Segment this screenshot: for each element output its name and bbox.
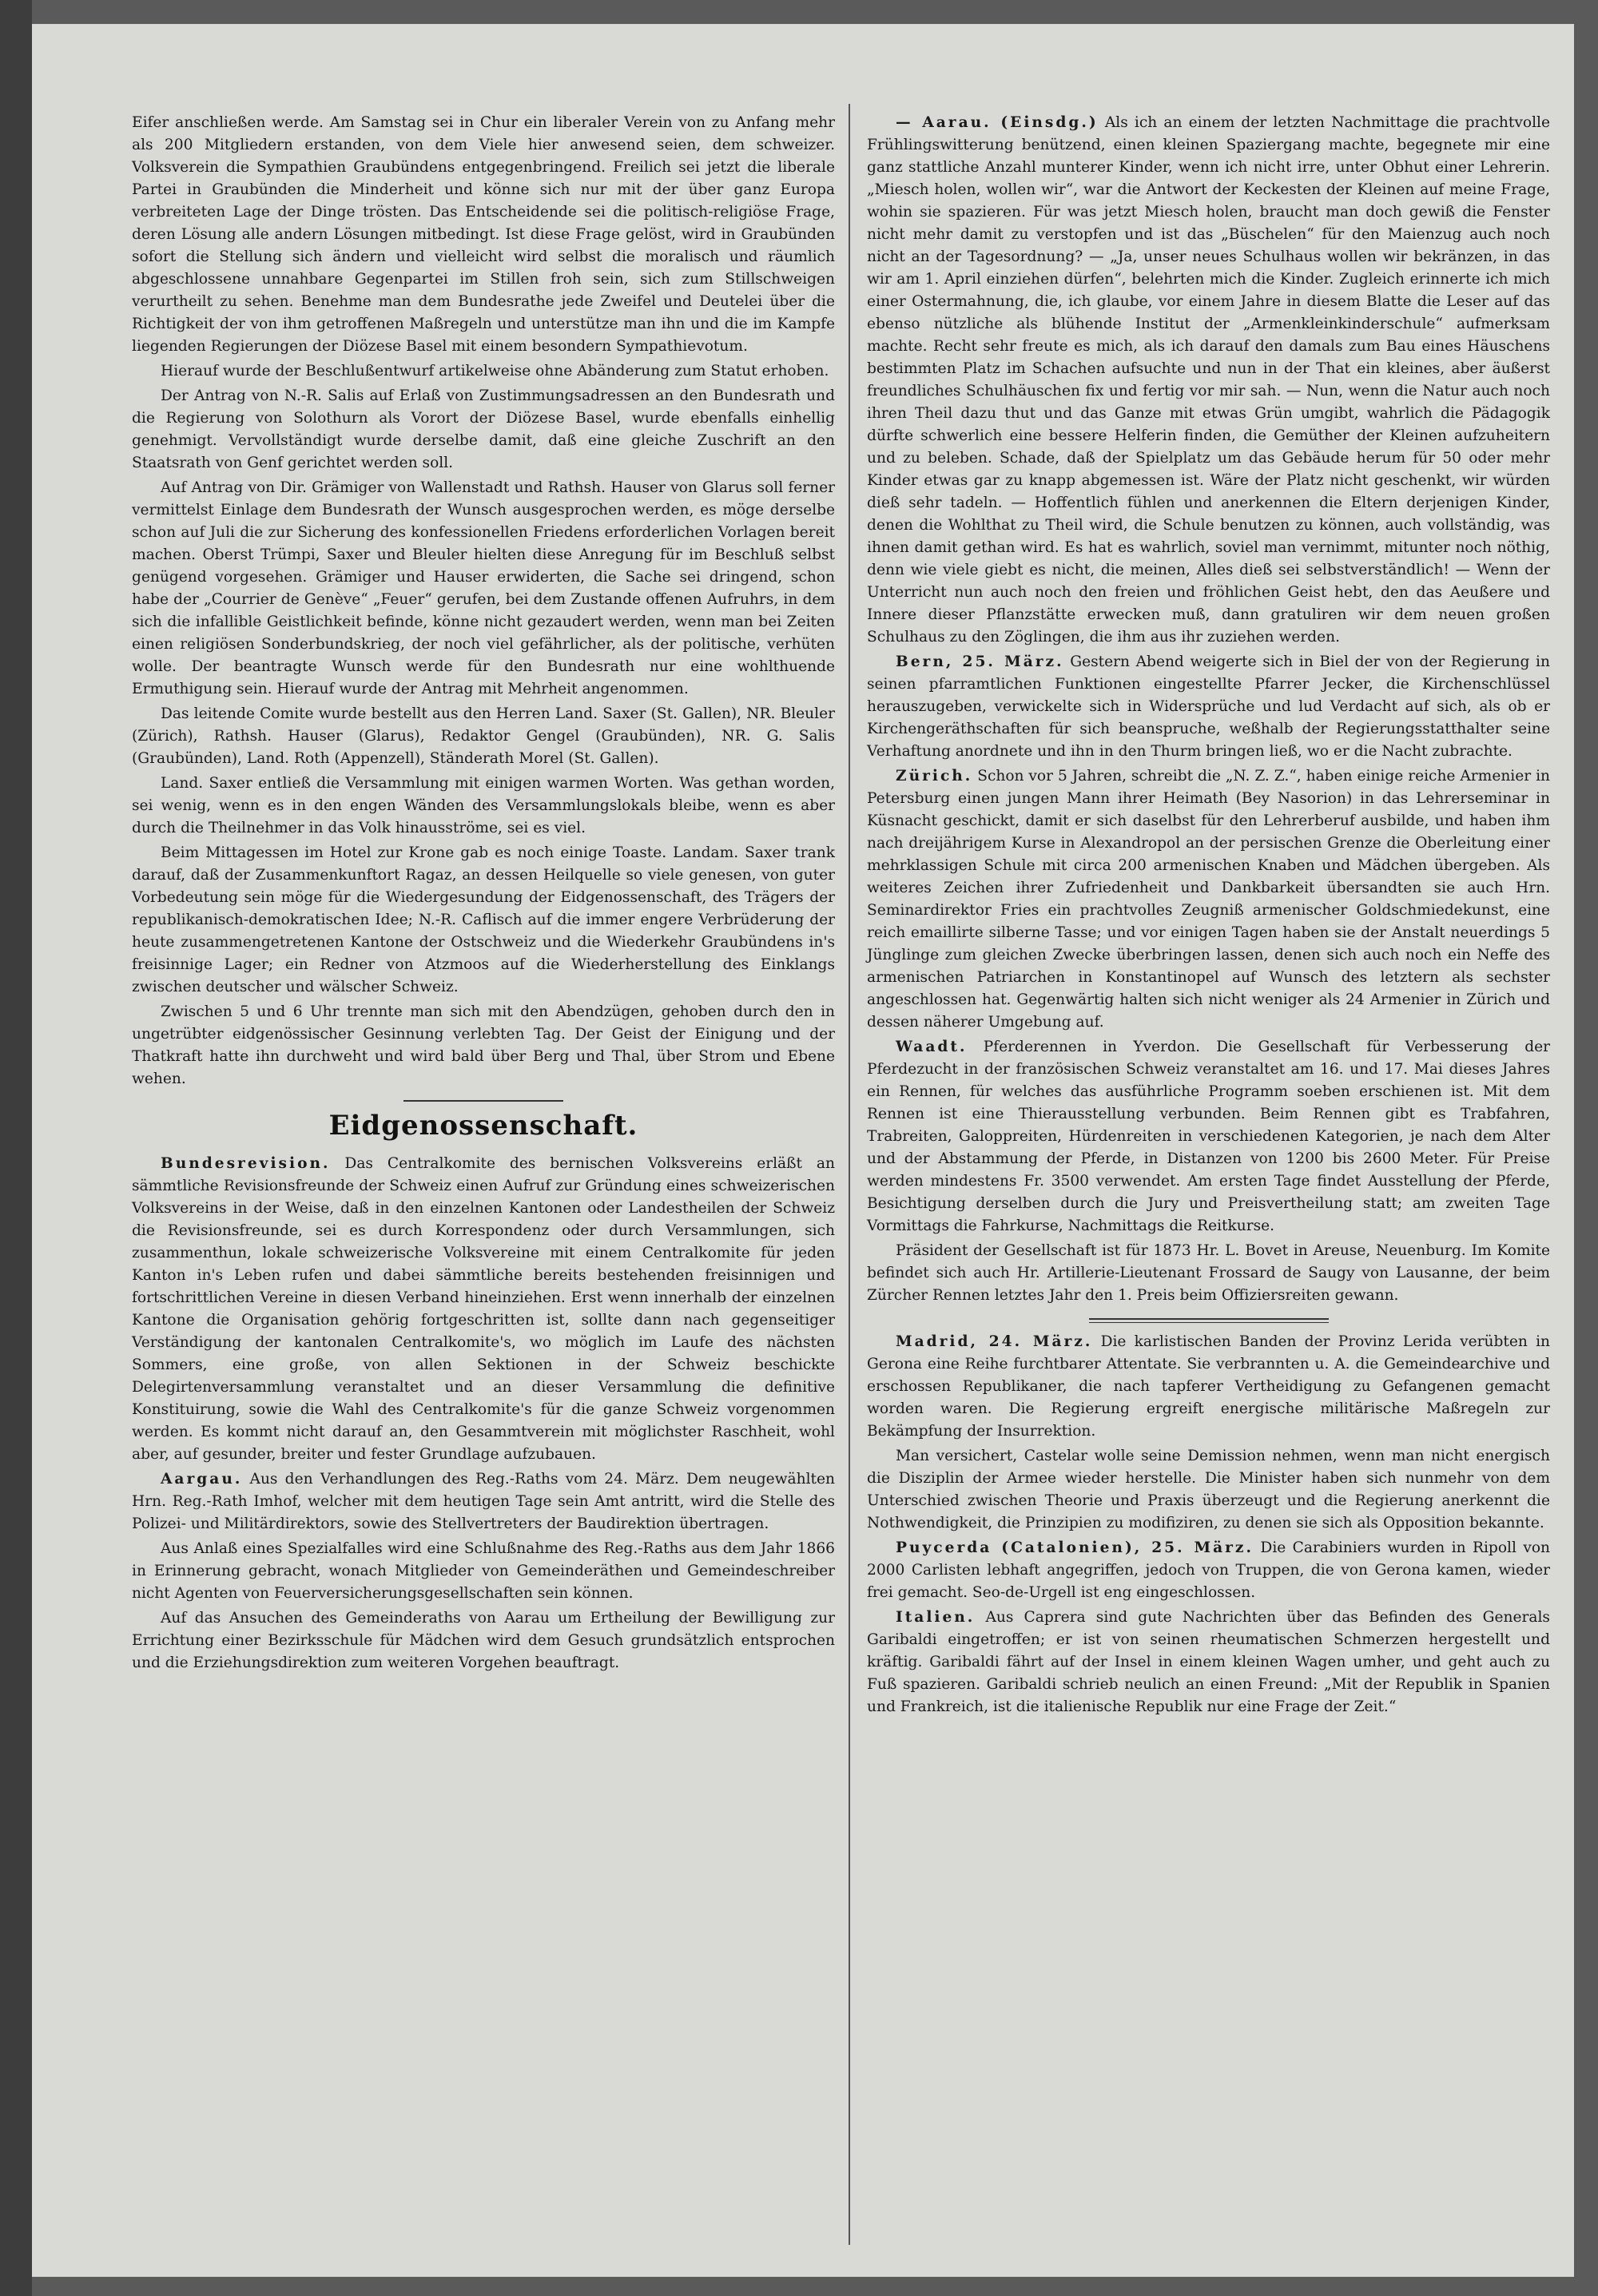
- article: [867, 112, 1550, 649]
- scan-margin: [0, 0, 32, 2296]
- article: [132, 1153, 835, 1466]
- left-column: [132, 112, 835, 1677]
- section-heading: Eidgenossenschaft.: [328, 1110, 638, 1142]
- paragraph: Das leitende Comite wurde bestellt aus den Herren Land. Saxer (St. Gallen), NR. Bleuler (Zürich), Rathsh. Hauser (Glarus), Redaktor Gengel (Graubünden), NR. G. Salis (Graubünden), Land. Roth (Appenzell), Ständerath Morel (St. Gallen).: [132, 705, 835, 767]
- dateline: Madrid, 24. März.: [896, 1333, 1093, 1350]
- article-text: Die karlistischen Banden der Provinz Lerida verübten in Gerona eine Reihe furchtbarer Attentate. Sie verbrannten u. A. die Gemeindearchive und erschossen Republikaner, die nach tapferer Vertheidigung zu Gefangenen gemacht worden waren. Die Regierung ergreift energische militärische Maßregeln zur Bekämpfung der Insurrektion.: [867, 1333, 1550, 1440]
- article-text: Als ich an einem der letzten Nachmittage die prachtvolle Frühlingswitterung benützend, einen kleinen Spaziergang machte, begegnete mir eine ganz stattliche Anzahl munterer Kinder, wenn ich nicht irre, unter Obhut einer Lehrerin. „Miesch holen, wollen wir“, war die Antwort der Keckesten der Kleinen auf meine Frage, wohin sie spazieren. Für was jetzt Miesch holen, braucht man doch gewiß die Fenster nicht mehr damit zu verstopfen und ist das „Büschelen“ für den Maienzug auch noch nicht an der Tagesordnung? — „Ja, unser neues Schulhaus wollen wir bekränzen, in das wir am 1. April einziehen dürfen“, belehrten mich die Kinder. Zugleich erinnerte ich mich einer Ostermahnung, die, ich glaube, vor einem Jahre in diesem Blatte die Leser auf das ebenso nützliche als blühende Institut der „Armenkleinkinderschule“ aufmerksam machte. Recht sehr freute es mich, als ich darauf den damals zum Bau eines Häuschens bestimmten Platz im Schachen aufsuchte und nun in der That ein kleines, aber äußerst freundliches Schulhäuschen fix und fertig vor mir sah. — Nun, wenn die Natur auch noch ihren Theil dazu thut und das Ganze mit etwas Grün umgibt, wahrlich die Pädagogik dürfte schwerlich eine bessere Helferin finden, die Gemüther der Kleinen aufzuheitern und zu beleben. Schade, daß der Spielplatz um das Gebäude herum für 50 oder mehr Kinder etwas gar zu knapp abgemessen ist. Wäre der Platz nicht geschenkt, wir würden dieß sehr tadeln. — Hoffentlich fühlen und anerkennen die Eltern derjenigen Kinder, denen die Wohlthat zu Theil wird, die Schule benutzen zu können, auch vollständig, was ihnen damit gethan wird. Es hat es wahrlich, soviel man vernimmt, mitunter noch nöthig, denn wie viele giebt es nicht, die meinen, Alles dieß sei selbstverständlich! — Wenn der Unterricht nun auch noch den freien und fröhlichen Geist hebt, den das Aeußere und Innere dieser Pflanzstätte erwecken muß, dann gratuliren wir dem neuen großen Schulhaus zu den Zöglingen, die ihm aus ihr zuziehen werden.: [867, 114, 1550, 646]
- dateline: Zürich.: [896, 768, 973, 785]
- paragraph: Auf das Ansuchen des Gemeinderaths von Aarau um Ertheilung der Bewilligung zur Errichtung einer Bezirksschule für Mädchen wird dem Gesuch grundsätzlich entsprochen und die Erziehungsdirektion zum weiteren Vorgehen beauftragt.: [132, 1610, 835, 1671]
- paragraph: Hierauf wurde der Beschlußentwurf artikelweise ohne Abänderung zum Statut erhoben.: [161, 363, 829, 379]
- paragraph: Man versichert, Castelar wolle seine Demission nehmen, wenn man nicht energisch die Disziplin der Armee wieder herstelle. Die Minister haben sich nunmehr von dem Unterschied zwischen Theorie und Praxis überzeugt und die Regierung anerkennt die Nothwendigkeit, die Prinzipien zu modifiziren, zu denen sie sich als Opposition bekannte.: [867, 1448, 1550, 1531]
- article: [867, 1036, 1550, 1237]
- article-text: Das Centralkomite des bernischen Volksvereins erläßt an sämmtliche Revisionsfreunde der Schweiz einen Aufruf zur Gründung eines schweizerischen Volksvereins in der Weise, daß in den einzelnen Kantonen oder Landestheilen der Schweiz die Revisionsfreunde, sei es durch Korrespondenz oder durch Versammlungen, sich zusammenthun, lokale schweizerische Volksvereine mit einem Centralkomite für jeden Kanton in's Leben rufen und dabei sämmtliche bereits bestehenden freisinnigen und fortschrittlichen Vereine in diesen Verband hineinziehen. Erst wenn innerhalb der einzelnen Kantone die Organisation gehörig fortgeschritten ist, sollte dann nach gegenseitiger Verständigung der kantonalen Centralkomite's, wo möglich im Laufe des nächsten Sommers, eine große, von allen Sektionen in der Schweiz beschickte Delegirtenversammlung veranstaltet und an dieser Versammlung die definitive Konstituirung, sowie die Wahl des Centralkomite's für die ganze Schweiz vorgenommen werden. Es kommt nicht darauf an, den Gesammtverein mit möglichster Raschheit, wohl aber, auf gesunder, breiter und fester Grundlage aufzubauen.: [132, 1155, 835, 1463]
- article-text: Die Carabiniers wurden in Ripoll von 2000 Carlisten lebhaft angegriffen, jedoch von Truppen, die von Gerona kamen, wieder frei gemacht. Seo-de-Urgell ist eng eingeschlossen.: [867, 1539, 1550, 1601]
- paragraph: Eifer anschließen werde. Am Samstag sei in Chur ein liberaler Verein von zu Anfang mehr als 200 Mitgliedern erstanden, von dem Viele hier anwesend seien, dem schweizer. Volksverein die Sympathien Graubündens entgegenbringend. Freilich sei jetzt die liberale Partei in Graubünden die Minderheit und könne sich nur mit der über ganz Europa verbreiteten Lage der Dinge trösten. Das Entscheidende sei die politisch-religiöse Frage, deren Lösung alle andern Lösungen mitbedingt. Ist diese Frage gelöst, wird in Graubünden sofort die Stellung sich ändern und vielleicht wird selbst die moralisch und räumlich abgeschlossene unnahbare Gegenpartei im Stillen froh sein, sich zum Stillschweigen verurtheilt zu sehen. Benehme man dem Bundesrathe jede Zweifel und Deutelei über die Richtigkeit der von ihm getroffenen Maßregeln und unterstütze man ihn und die im Kampfe liegenden Regierungen der Diözese Basel mit einem besondern Sympathievotum.: [132, 114, 835, 355]
- article-text: Schon vor 5 Jahren, schreibt die „N. Z. Z.“, haben einige reiche Armenier in Petersburg einen jungen Mann ihrer Heimath (Bey Nasorion) in das Lehrerseminar in Küsnacht geschickt, damit er sich daselbst für den Lehrerberuf ausbilde, und haben ihm nach dreijährigem Kurse in Alexandropol an der persischen Grenze die Oberleitung einer mehrklassigen Schule mit circa 200 armenischen Knaben und Mädchen übergeben. Als weiteres Zeichen ihrer Zufriedenheit und Dankbarkeit übersandten sie auch Hrn. Seminardirektor Fries ein prachtvolles Zeugniß armenischer Goldschmiedekunst, eine reich emaillirte silberne Tasse; und vor einigen Tagen haben sie der Anstalt neuerdings 5 Jünglinge zum gleichen Zwecke überbringen lassen, denen sich auch noch ein Neffe des armenischen Patriarchen in Konstantinopel auf Wunsch des letztern als sechster angeschlossen hat. Gegenwärtig halten sich nicht weniger als 24 Armenier in Zürich und dessen näherer Umgebung auf.: [867, 768, 1550, 1031]
- newspaper-page: [32, 24, 1574, 2277]
- dateline: Waadt.: [896, 1039, 968, 1055]
- article: [867, 1537, 1550, 1604]
- article: [867, 1331, 1550, 1443]
- article: [867, 1607, 1550, 1718]
- article: [867, 765, 1550, 1034]
- dateline: Italien.: [896, 1609, 976, 1626]
- article: [867, 651, 1550, 763]
- paragraph: Zwischen 5 und 6 Uhr trennte man sich mit den Abendzügen, gehoben durch den in ungetrübter eidgenössischer Gesinnung verlebten Tag. Der Geist der Einigung und der Thatkraft hatte ihn durchweht und wird bald über Berg und Thal, über Strom und Ebene wehen.: [132, 1003, 835, 1087]
- paragraph: Der Antrag von N.-R. Salis auf Erlaß von Zustimmungsadressen an den Bundesrath und die Regierung von Solothurn als Vorort der Diözese Basel, wurde ebenfalls einhellig genehmigt. Vervollständigt wurde derselbe damit, daß eine gleiche Zuschrift an den Staatsrath von Genf gerichtet werden soll.: [132, 387, 835, 471]
- dateline: Bern, 25. März.: [896, 653, 1064, 670]
- article: [132, 1468, 835, 1535]
- dateline: Bundesrevision.: [161, 1155, 331, 1172]
- column-divider: [849, 104, 850, 2245]
- article-text: Aus den Verhandlungen des Reg.-Raths vom 24. März. Dem neugewählten Hrn. Reg.-Rath Imhof, welcher mit dem heutigen Tage sein Amt antritt, wird die Stelle des Polizei- und Militärdirektors, sowie des Stellvertreters der Baudirektion übertragen.: [132, 1471, 835, 1532]
- article-text: Gestern Abend weigerte sich in Biel der von der Regierung in seinen pfarramtlichen Funktionen eingestellte Pfarrer Jecker, die Kirchenschlüssel herauszugeben, verwickelte sich in Widersprüche und lud Verdacht auf sich, als ob er Kirchengeräthschaften für sich beanspruche, weßhalb der Regierungsstatthalter seine Verhaftung anordnete und ihn in den Thurm bringen ließ, wo er die Nacht zubrachte.: [867, 653, 1550, 760]
- paragraph: Land. Saxer entließ die Versammlung mit einigen warmen Worten. Was gethan worden, sei wenig, wenn es in den engen Wänden des Versammlungslokals bleibe, wenn es aber durch die Theilnehmer in das Volk hinausströme, sei es viel.: [132, 775, 835, 836]
- paragraph: Auf Antrag von Dir. Grämiger von Wallenstadt und Rathsh. Hauser von Glarus soll ferner vermittelst Einlage dem Bundesrath der Wunsch ausgesprochen werden, es möge derselbe schon auf Juli die zur Sicherung des konfessionellen Friedens erforderlichen Vorlagen bereit machen. Oberst Trümpi, Saxer und Bleuler hielten diese Anregung für im Beschluß selbst genügend vorgesehen. Grämiger und Hauser erwiderten, die Sache sei dringend, schon habe der „Courrier de Genève“ „Feuer“ gerufen, bei dem Zustande offenen Aufruhrs, in dem sich die infallible Geistlichkeit befinde, könne nicht gezaudert werden, wenn man bei Zeiten einen religiösen Sonderbundskrieg, der noch viel gefährlicher, als der politische, verhüten wolle. Der beantragte Wunsch werde für den Bundesrath nur eine wohlthuende Ermuthigung sein. Hierauf wurde der Antrag mit Mehrheit angenommen.: [132, 479, 835, 697]
- article-text: Aus Caprera sind gute Nachrichten über das Befinden des Generals Garibaldi eingetroffen; er ist von seinen rheumatischen Schmerzen hergestellt und kräftig. Garibaldi fährt auf der Insel in einem kleinen Wagen umher, und geht auch zu Fuß spazieren. Garibaldi schrieb neulich an einen Freund: „Mit der Republik in Spanien und Frankreich, ist die italienische Republik nur eine Frage der Zeit.“: [867, 1609, 1550, 1715]
- paragraph: Beim Mittagessen im Hotel zur Krone gab es noch einige Toaste. Landam. Saxer trank darauf, daß der Zusammenkunftort Ragaz, an dessen Heilquelle so viele genesen, von guter Vorbedeutung sein möge für die Wiedergesundung der Eidgenossenschaft, des Trägers der republikanisch-demokratischen Idee; N.-R. Caflisch auf die immer engere Verbrüderung der heute zusammengetretenen Kantone der Ostschweiz und die Wiederkehr Graubündens in's freisinnige Lager; ein Redner von Atzmoos auf die Wiederherstellung des Einklangs zwischen deutscher und wälscher Schweiz.: [132, 844, 835, 995]
- article-text: Pferderennen in Yverdon. Die Gesellschaft für Verbesserung der Pferdezucht in der französischen Schweiz veranstaltet am 16. und 17. Mai dieses Jahres ein Rennen, für welches das ausführliche Programm soeben erschienen ist. Mit dem Rennen ist eine Thierausstellung verbunden. Beim Rennen gibt es Trabfahren, Trabreiten, Galoppreiten, Hürdenreiten in verschiedenen Kategorien, je nach dem Alter und der Abstammung der Pferde, in Distanzen von 1200 bis 2600 Meter. Für Preise werden mindestens Fr. 3500 verwendet. Am ersten Tage findet Ausstellung der Pferde, Besichtigung derselben durch die Jury und Preisvertheilung statt; am zweiten Tage Vormittags die Fahrkurse, Nachmittags die Reitkurse.: [867, 1039, 1550, 1234]
- dateline: — Aarau. (Einsdg.): [896, 114, 1099, 131]
- section-rule: [403, 1100, 563, 1102]
- dateline: Puycerda (Catalonien), 25. März.: [896, 1539, 1254, 1556]
- dateline: Aargau.: [161, 1471, 243, 1488]
- right-column: [867, 112, 1550, 1721]
- section-rule: [1089, 1318, 1329, 1323]
- paragraph: Aus Anlaß eines Spezialfalles wird eine Schlußnahme des Reg.-Raths aus dem Jahr 1866 in Erinnerung gebracht, wonach Mitglieder von Gemeinderäthen und Gemeindeschreiber nicht Agenten von Feuerversicherungsgesellschaften sein können.: [132, 1540, 835, 1602]
- paragraph: Präsident der Gesellschaft ist für 1873 Hr. L. Bovet in Areuse, Neuenburg. Im Komite befindet sich auch Hr. Artillerie-Lieutenant Frossard de Saugy von Lausanne, der beim Zürcher Rennen letztes Jahr den 1. Preis beim Offiziersreiten gewann.: [867, 1242, 1550, 1304]
